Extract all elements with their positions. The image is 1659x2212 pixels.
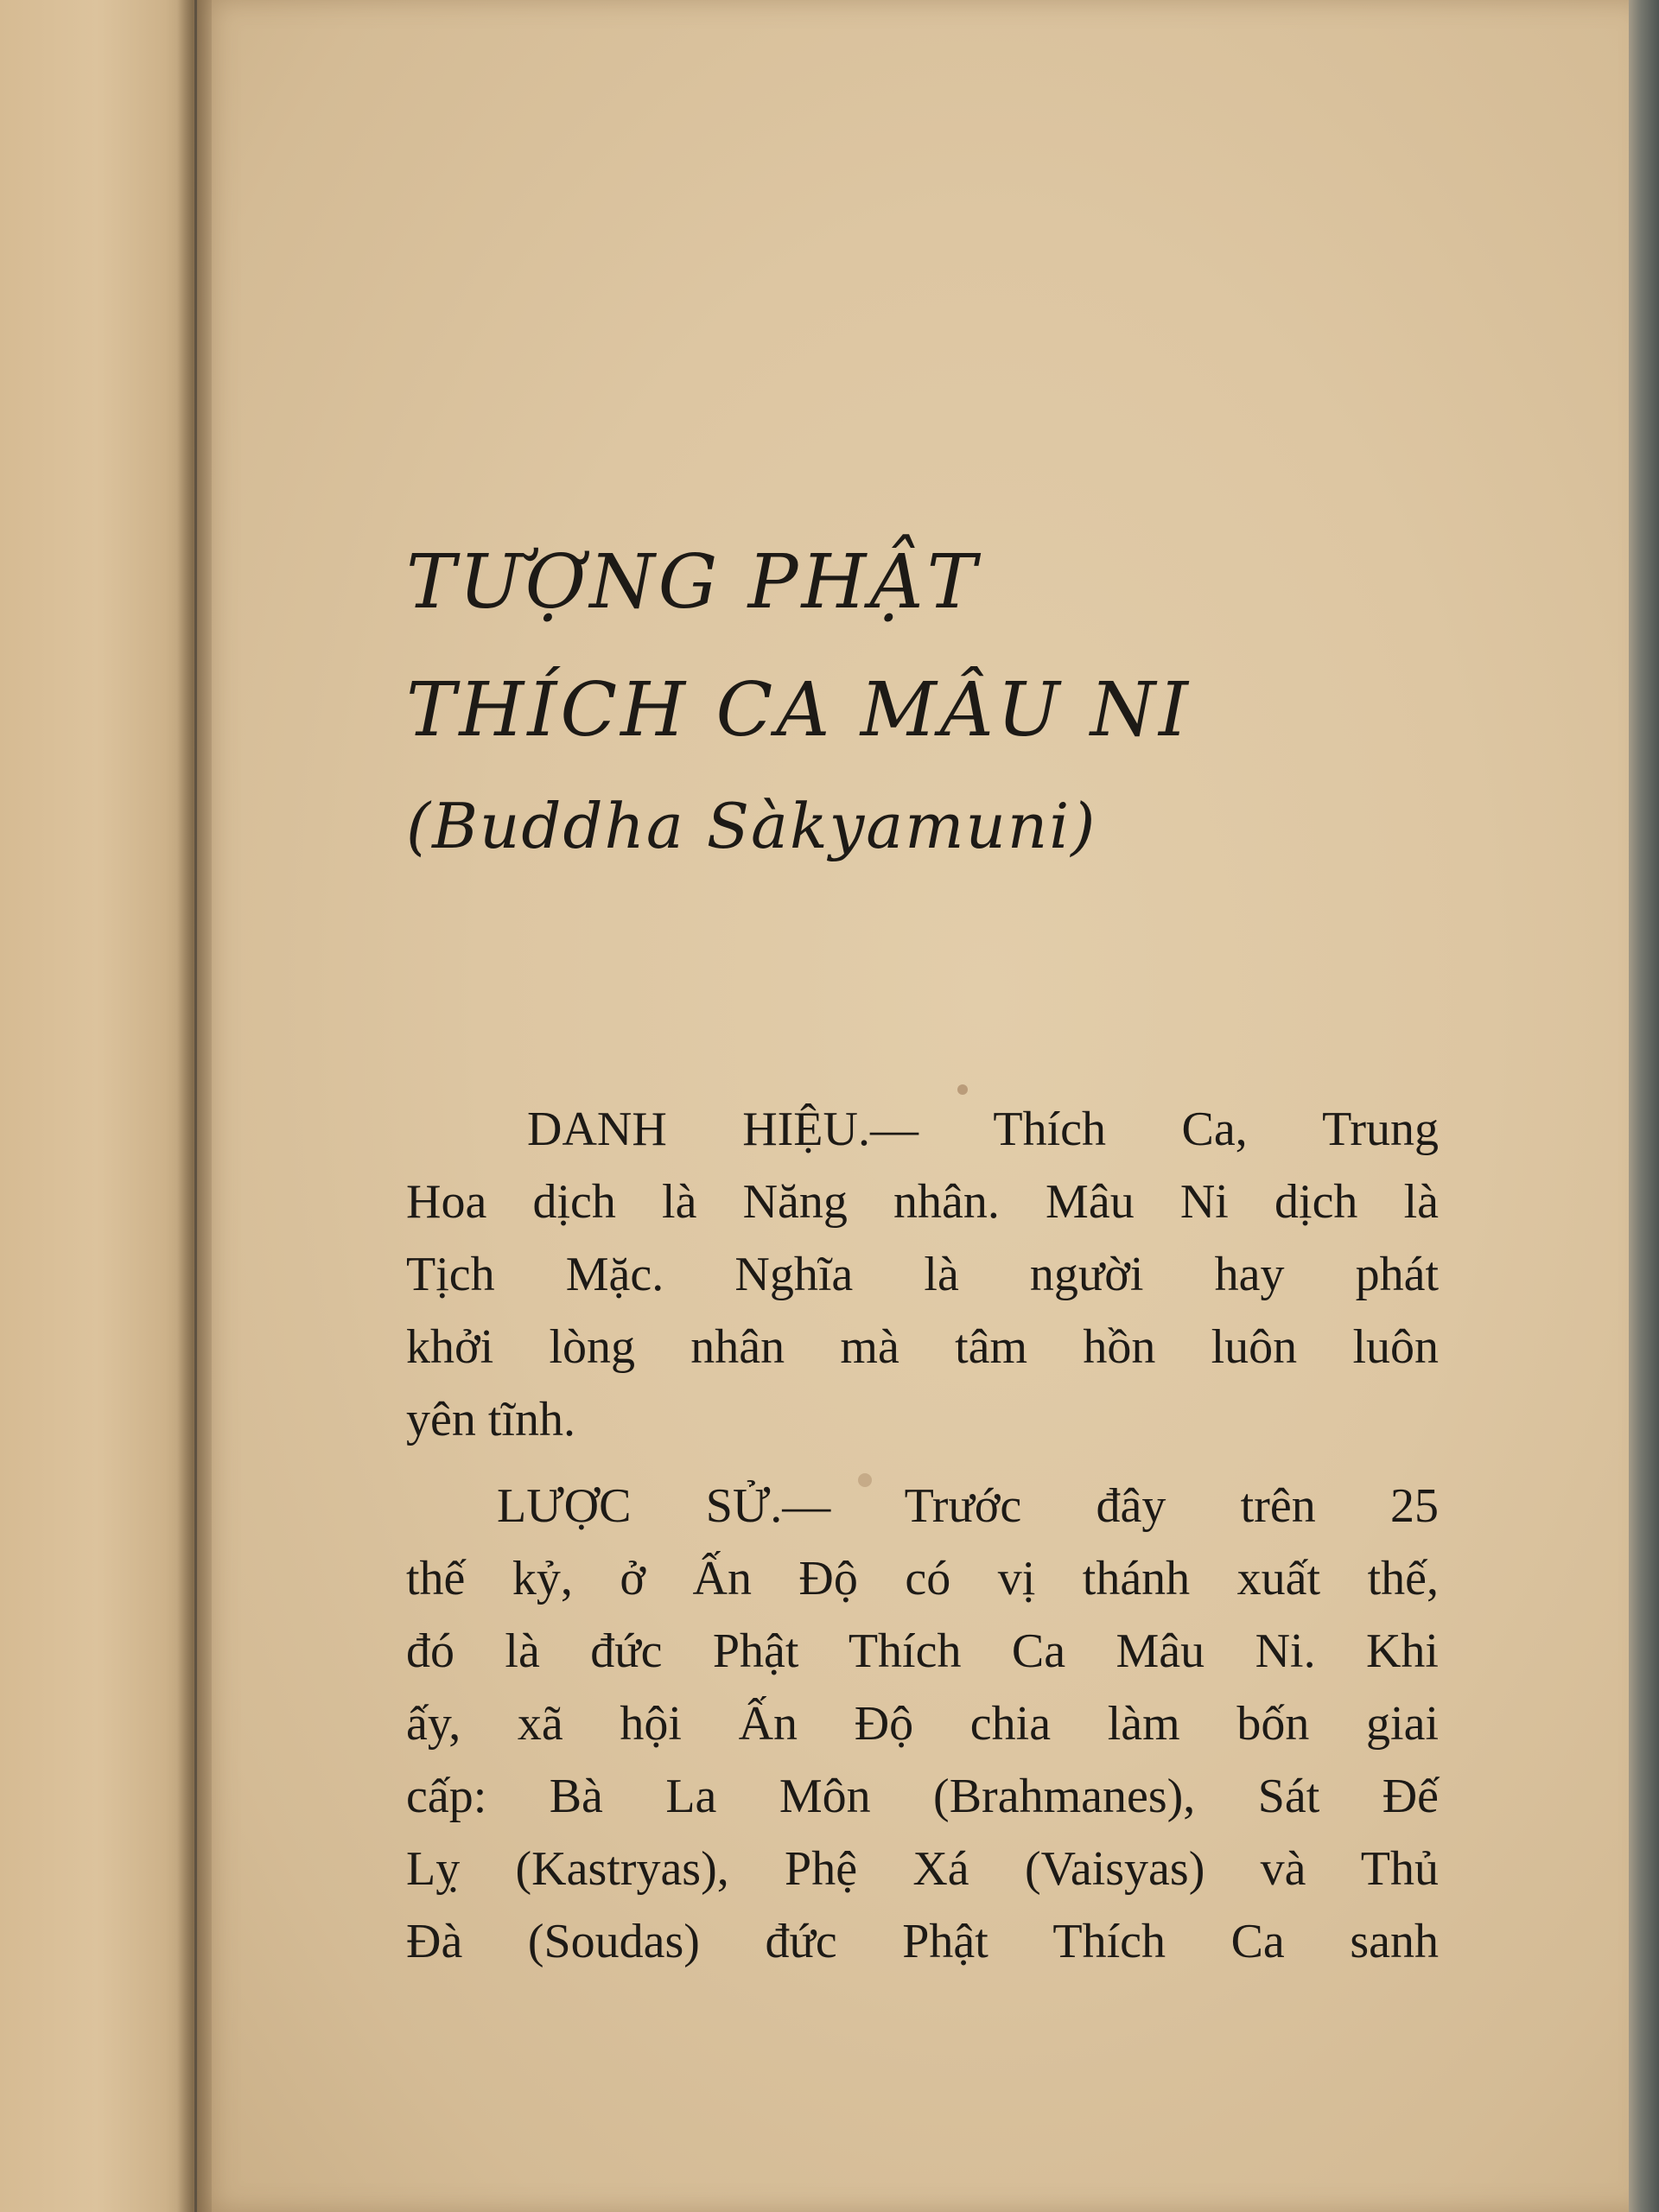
- text-line: yên tĩnh.: [406, 1393, 575, 1446]
- chapter-heading: [406, 518, 1443, 878]
- text-line: [406, 1470, 1439, 1542]
- text-line: Hoa dịch là Năng nhân. Mâu Ni dịch là: [406, 1175, 1439, 1229]
- book-cover-edge: [1629, 0, 1659, 2212]
- text-line: thế kỷ, ở Ấn Độ có vị thánh xuất thế,: [406, 1552, 1439, 1605]
- text-line: khởi lòng nhân mà tâm hồn luôn luôn: [406, 1320, 1439, 1374]
- text-line-content: LƯỢC SỬ.— Trước đây trên 25: [497, 1479, 1439, 1533]
- text-line: đó là đức Phật Thích Ca Mâu Ni. Khi: [406, 1624, 1439, 1678]
- text-line: ấy, xã hội Ấn Độ chia làm bốn giai: [406, 1697, 1439, 1751]
- heading-line-2: THÍCH CA MÂU NI: [406, 667, 1192, 753]
- text-line-content: DANH HIỆU.— Thích Ca, Trung: [527, 1103, 1439, 1156]
- text-line: Đà (Soudas) đức Phật Thích Ca sanh: [406, 1915, 1439, 1968]
- text-line: cấp: Bà La Môn (Brahmanes), Sát Đế: [406, 1770, 1439, 1823]
- paragraph-luoc-su: [406, 1470, 1439, 1978]
- body-text: [406, 1093, 1439, 1985]
- text-line: Tịch Mặc. Nghĩa là người hay phát: [406, 1248, 1439, 1301]
- previous-page-edge: [0, 0, 194, 2212]
- heading-line-1: TƯỢNG PHẬT: [406, 539, 980, 626]
- page-gutter-shadow: [177, 0, 212, 2212]
- heading-subtitle: (Buddha Sàkyamuni): [406, 790, 1097, 862]
- text-line: Lỵ (Kastryas), Phệ Xá (Vaisyas) và Thủ: [406, 1842, 1439, 1896]
- paragraph-danh-hieu: [406, 1093, 1439, 1456]
- text-line: [406, 1093, 1439, 1166]
